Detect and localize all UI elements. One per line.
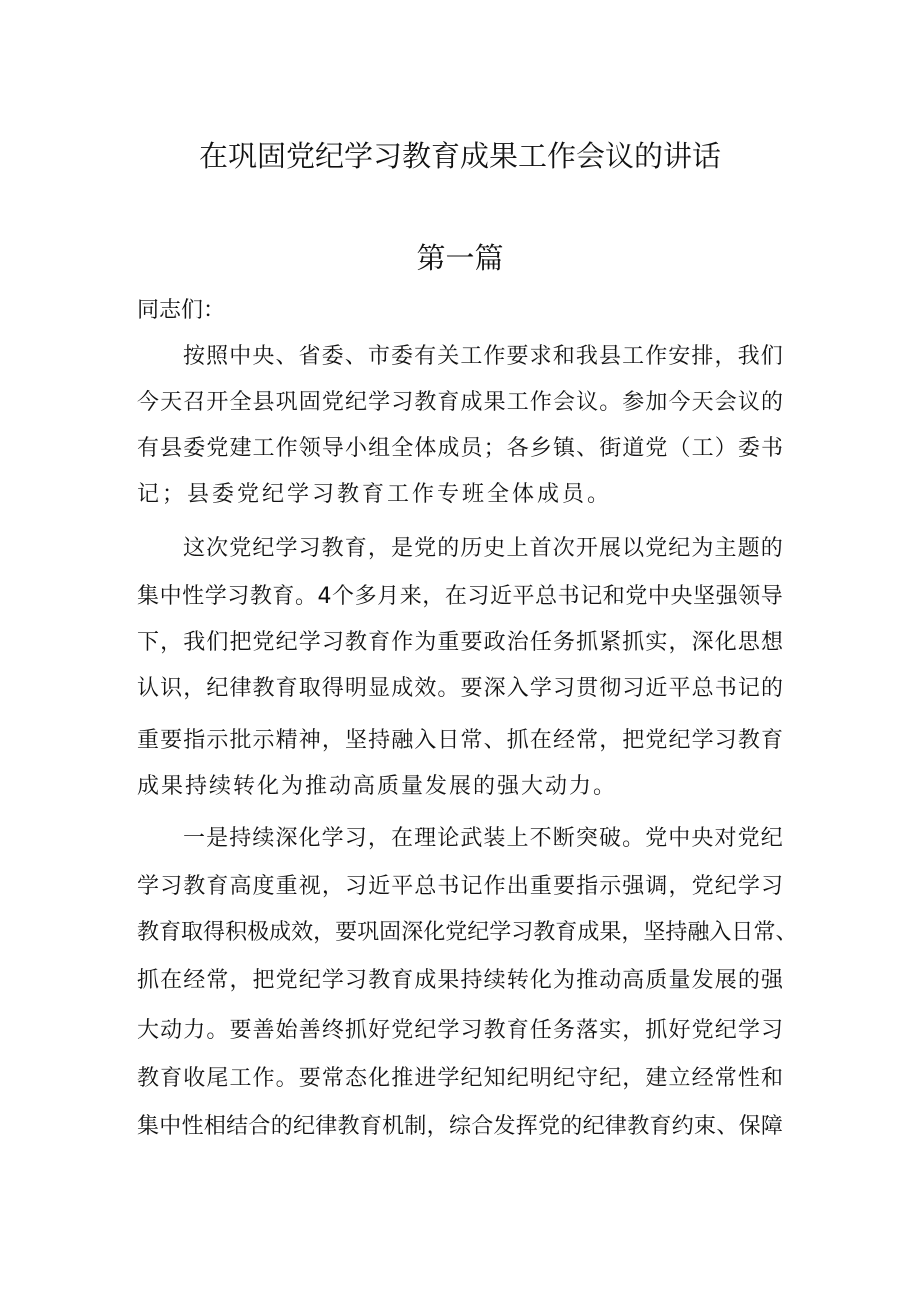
paragraph-line: 有 县 委 党 建 工 作 领 导 小 组 全 体 成 员 ； 各 乡 镇 、 街 道 党 （ 工 ） 委 书	[137, 436, 783, 461]
paragraph-line: 今 天 召 开 全 县 巩 固 党 纪 学 习 教 育 成 果 工 作 会 议 。 参 加 今 天 会 议 的	[137, 390, 783, 415]
paragraph-line: 集 中 性 相 结 合 的 纪 律 教 育 机 制 ， 综 合 发 挥 党 的 纪 律 教 育 约 束 、 保 障	[137, 1114, 783, 1139]
paragraph-line: 这 次 党 纪 学 习 教 育 ， 是 党 的 历 史 上 首 次 开 展 以 党 纪 为 主 题 的	[183, 536, 783, 561]
paragraph-line: 重 要 指 示 批 示 精 神 ， 坚 持 融 入 日 常 、 抓 在 经 常 ， 把 党 纪 学 习 教 育	[137, 728, 783, 753]
paragraph-line: 按 照 中 央 、 省 委 、 市 委 有 关 工 作 要 求 和 我 县 工 作 安 排 ， 我 们	[183, 344, 783, 369]
paragraph-line: 下 ， 我 们 把 党 纪 学 习 教 育 作 为 重 要 政 治 任 务 抓 紧 抓 实 ， 深 化 思 想	[137, 630, 783, 655]
paragraph-line: 认 识 ， 纪 律 教 育 取 得 明 显 成 效 。 要 深 入 学 习 贯 彻 习 近 平 总 书 记 的	[137, 676, 783, 701]
paragraph-line: 教 育 取 得 积 极 成 效 ， 要 巩 固 深 化 党 纪 学 习 教 育 成 果 ， 坚 持 融 入 日 常 、	[137, 920, 798, 945]
paragraph-line: 成果持续转化为推动高质量发展的强大动力。	[137, 774, 618, 799]
paragraph-line: 抓 在 经 常 ， 把 党 纪 学 习 教 育 成 果 持 续 转 化 为 推 动 高 质 量 发 展 的 强	[137, 968, 783, 993]
paragraph-line: 一 是 持 续 深 化 学 习 ， 在 理 论 武 装 上 不 断 突 破 。 党 中 央 对 党 纪	[183, 826, 783, 851]
paragraph-line: 集 中 性 学 习 教 育 。 4 个 多 月 来 ， 在 习 近 平 总 书 记 和 党 中 央 坚 强 领 导	[137, 584, 783, 609]
paragraph-line: 学 习 教 育 高 度 重 视 ， 习 近 平 总 书 记 作 出 重 要 指 示 强 调 ， 党 纪 学 习	[137, 874, 783, 899]
paragraph-line: 教 育 收 尾 工 作 。 要 常 态 化 推 进 学 纪 知 纪 明 纪 守 纪 ， 建 立 经 常 性 和	[137, 1066, 783, 1091]
salutation: 同志们：	[137, 298, 226, 323]
paragraph-line: 大 动 力 。 要 善 始 善 终 抓 好 党 纪 学 习 教 育 任 务 落 实 ， 抓 好 党 纪 学 习	[137, 1018, 783, 1043]
document-subtitle: 第一篇	[416, 241, 504, 275]
document-title: 在巩固党纪学习教育成果工作会议的讲话	[198, 139, 721, 173]
paragraph-line: 记；县委党纪学习教育工作专班全体成员。	[137, 482, 613, 507]
